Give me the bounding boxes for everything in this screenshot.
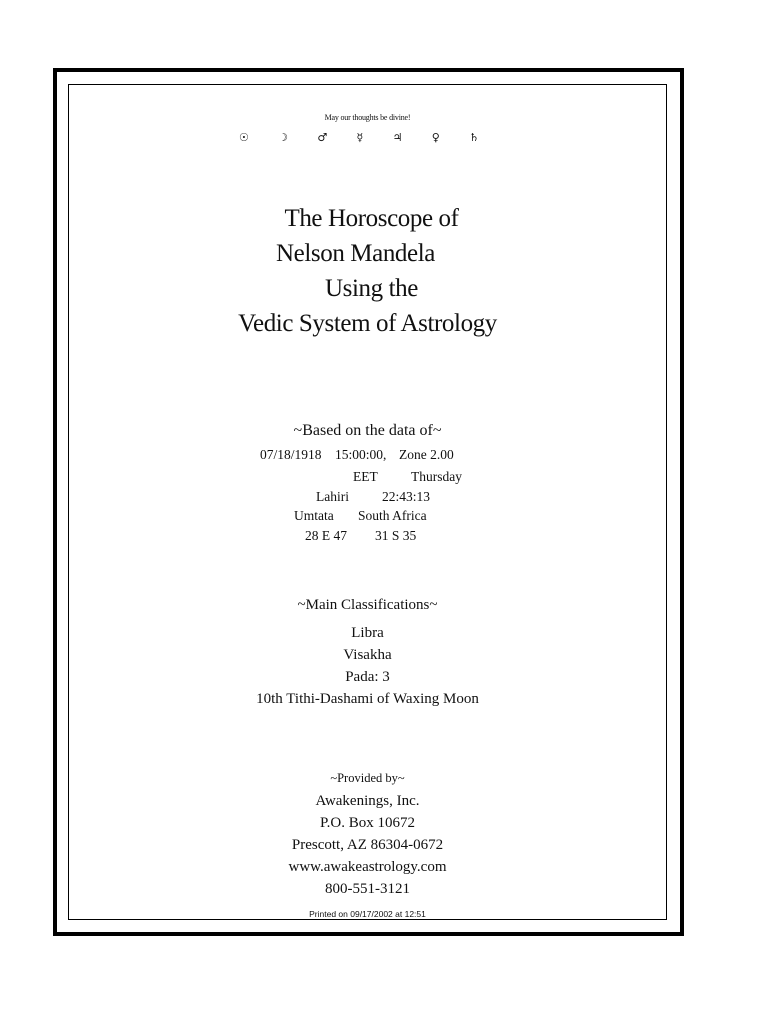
title-line-2: Nelson Mandela bbox=[276, 240, 435, 267]
ayanamsa: Lahiri bbox=[316, 489, 349, 504]
provider-po-box: P.O. Box 10672 bbox=[319, 815, 416, 831]
zone-abbreviation: EET bbox=[353, 469, 378, 484]
provider-heading: ~Provided by~ bbox=[330, 771, 405, 785]
planet-glyph-row bbox=[239, 131, 479, 144]
longitude: 28 E 47 bbox=[305, 528, 347, 543]
provider-city: Prescott, AZ 86304-0672 bbox=[291, 837, 444, 853]
outer-page-border bbox=[53, 68, 684, 936]
birth-city: Umtata bbox=[294, 508, 334, 523]
mars-icon: ♂ bbox=[317, 131, 328, 144]
birth-data-heading: ~Based on the data of~ bbox=[293, 422, 442, 439]
latitude: 31 S 35 bbox=[375, 528, 417, 543]
title-line-3: Using the bbox=[325, 275, 418, 302]
sun-icon: ☉ bbox=[239, 131, 249, 144]
pada: Pada: 3 bbox=[345, 669, 390, 685]
tithi: 10th Tithi-Dashami of Waxing Moon bbox=[256, 691, 479, 707]
ayanamsa-value: 22:43:13 bbox=[382, 489, 431, 504]
birth-date: 07/18/1918 bbox=[260, 447, 322, 462]
jupiter-icon: ♃ bbox=[392, 131, 403, 144]
classifications-heading: ~Main Classifications~ bbox=[297, 597, 438, 613]
mercury-icon: ☿ bbox=[356, 131, 364, 144]
birth-country: South Africa bbox=[358, 508, 427, 523]
motto: May our thoughts be divine! bbox=[324, 113, 411, 122]
title-line-4: Vedic System of Astrology bbox=[238, 310, 497, 337]
venus-icon: ♀ bbox=[431, 131, 440, 144]
provider-phone: 800-551-3121 bbox=[325, 881, 410, 897]
provider-website[interactable]: www.awakeastrology.com bbox=[288, 859, 447, 875]
weekday: Thursday bbox=[411, 469, 462, 484]
saturn-icon: ♄ bbox=[469, 131, 479, 144]
print-timestamp: Printed on 09/17/2002 at 12:51 bbox=[309, 909, 426, 919]
nakshatra: Visakha bbox=[343, 647, 392, 663]
inner-page-border bbox=[68, 84, 667, 920]
title-line-1: The Horoscope of bbox=[284, 205, 459, 232]
time-zone: Zone 2.00 bbox=[399, 447, 454, 462]
moon-sign: Libra bbox=[351, 625, 384, 641]
moon-icon: ☽ bbox=[278, 131, 289, 144]
provider-name: Awakenings, Inc. bbox=[315, 793, 420, 809]
birth-time: 15:00:00, bbox=[335, 447, 387, 462]
